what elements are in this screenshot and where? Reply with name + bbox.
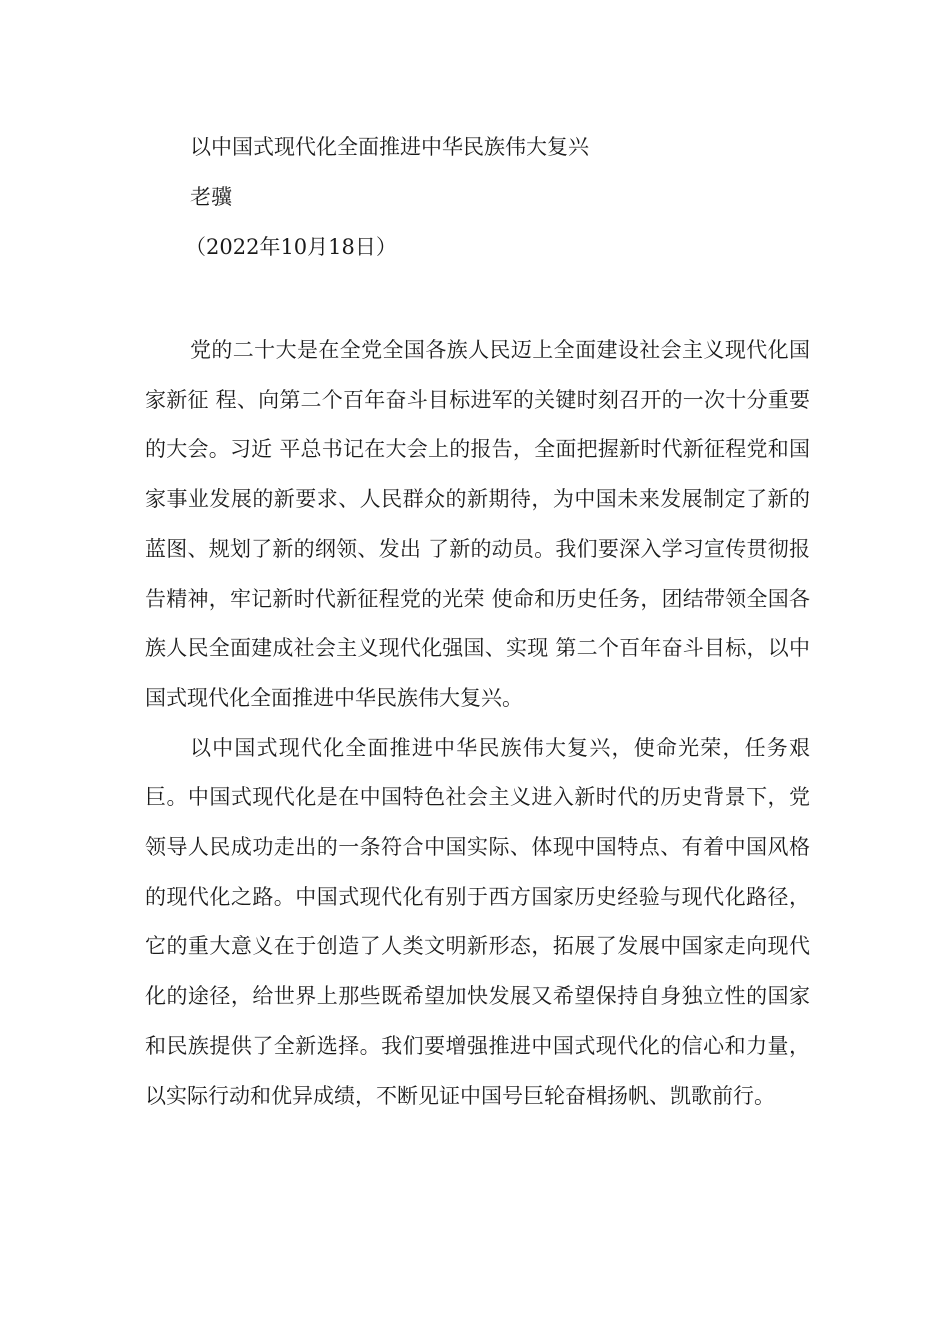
- paragraph-1: 党的二十大是在全党全国各族人民迈上全面建设社会主义现代化国家新征 程、向第二个百年奋斗目标进军的关键时刻召开的一次十分重要的大会。习近 平总书记在大会上的报告，全面把握新时代新征程党和国家事业发展的新要求、人民群众的新期待，为中国未来发展制定了新的蓝图、规划了新的纲领、发出 了新的动员。我们要深入学习宣传贯彻报告精神，牢记新时代新征程党的光荣 使命和历史任务，团结带领全国各族人民全面建成社会主义现代化强国、实现 第二个百年奋斗目标，以中国式现代化全面推进中华民族伟大复兴。: [145, 338, 810, 710]
- paragraph-2: 以中国式现代化全面推进中华民族伟大复兴，使命光荣，任务艰巨。中国式现代化是在中国特色社会主义进入新时代的历史背景下，党领导人民成功走出的一条符合中国实际、体现中国特点、有着中国风格的现代化之路。中国式现代化有别于西方国家历史经验与现代化路径，它的重大意义在于创造了人类文明新形态，拓展了发展中国家走向现代化的途径，给世界上那些既希望加快发展又希望保持自身独立性的国家和民族提供了全新选择。我们要增强推进中国式现代化的信心和力量，以实际行动和优异成绩，不断见证中国号巨轮奋楫扬帆、凯歌前行。: [145, 735, 810, 1108]
- document-date: （2022年10月18日）: [185, 235, 397, 259]
- document-author: 老骥: [190, 185, 232, 209]
- document-title: 以中国式现代化全面推进中华民族伟大复兴: [190, 135, 589, 159]
- document-body: [145, 132, 810, 1121]
